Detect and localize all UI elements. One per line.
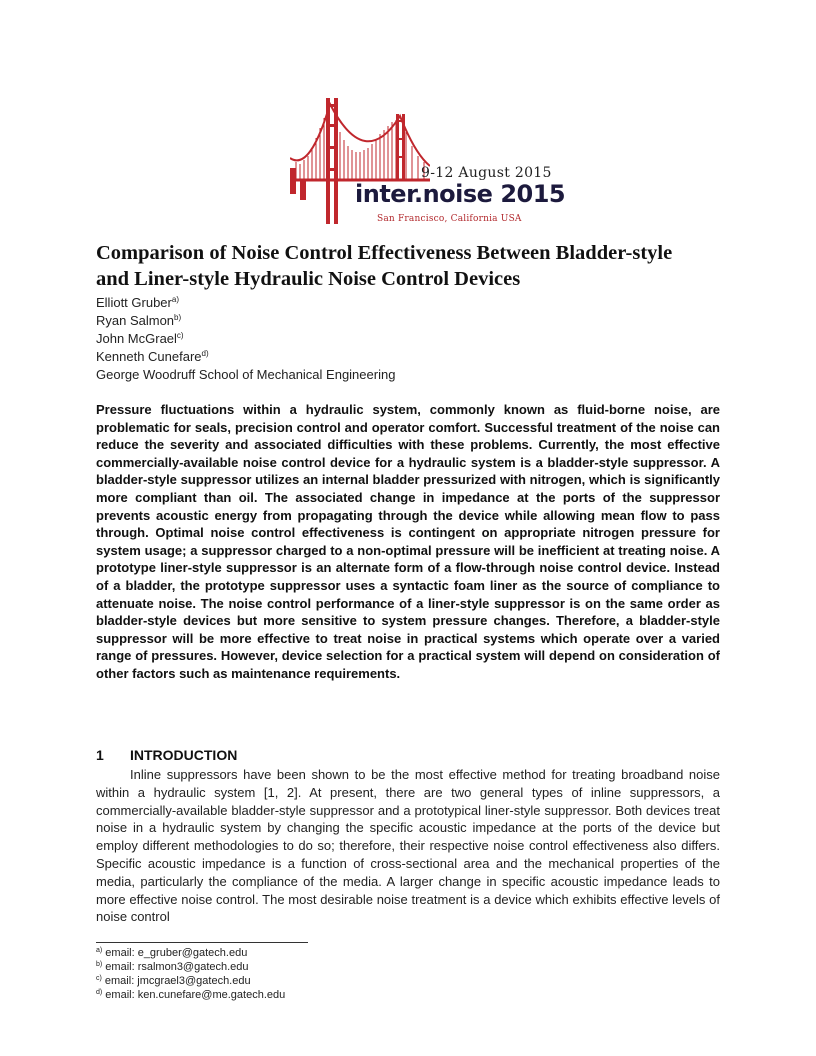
conference-name: inter.noise 2015 [355, 180, 566, 208]
introduction-paragraph: Inline suppressors have been shown to be the most effective method for treating broadband noise within a hydraulic system [1, 2]. At present, there are two general types of inline suppressors, a commercially-available bladder-style suppressor and a prototypical liner-style suppressor. Both devices treat noise in a hydraulic system by changing the specific acoustic impedance at the ports of the device but employ different methodologies to do so; therefore, their respective noise control effectiveness also differs. Specific acoustic impedance is a function of cross-sectional area and the mechanical properties of the media, particularly the compliance of the media. A larger change in specific acoustic impedance leads to more effective noise control. The most desirable noise treatment is a device which exhibits effective levels of noise control [96, 767, 720, 925]
author: Kenneth Cunefare$^{d)}$ [96, 349, 209, 364]
author: Ryan Salmon$^{b)}$ [96, 313, 182, 328]
conference-logo [290, 94, 580, 232]
section-number: 1 [96, 747, 104, 763]
footnote: $^{c)}$ email: jmcgrael3@gatech.edu [96, 975, 251, 987]
footnote: $^{b)}$ email: rsalmon3@gatech.edu [96, 961, 249, 973]
footnotes [96, 946, 285, 1002]
section-heading [96, 747, 237, 763]
footnote: $^{d)}$ email: ken.cunefare@me.gatech.edu [96, 989, 286, 1001]
conference-date: 9-12 August 2015 [421, 165, 552, 181]
title-line: Comparison of Noise Control Effectiveness Between Bladder-style [96, 242, 673, 264]
affiliation: George Woodruff School of Mechanical Engineering [96, 367, 396, 382]
author-list [96, 294, 395, 384]
conference-location: San Francisco, California USA [377, 214, 522, 224]
section-title: INTRODUCTION [130, 747, 238, 763]
paper-title [96, 240, 736, 292]
abstract: Pressure fluctuations within a hydraulic system, commonly known as fluid-borne noise, are problematic for seals, precision control and operator comfort. Successful treatment of the noise can reduce the severity and associated difficulties with these problems. Currently, the most effective commercially-available noise control device for a hydraulic system is a bladder-style suppressor. A bladder-style suppressor utilizes an internal bladder pressurized with nitrogen, which is significantly more compliant than oil. The associated change in impedance at the ports of the suppressor prevents acoustic energy from propagating through the device while allowing mean flow to pass through. Optimal noise control effectiveness is contingent on appropriate nitrogen pressure for system usage; a suppressor charged to a non-optimal pressure will be inefficient at treating noise. A prototype liner-style suppressor is an alternate form of a flow-through noise control device. Instead of a bladder, the prototype suppressor uses a syntactic foam liner as the source of compliance to attenuate noise. The noise control performance of a liner-style suppressor is on the same order as bladder-style devices but more sensitive to system pressure changes. Therefore, a bladder-style suppressor will be more effective to treat noise in practical systems which operate over a varied range of pressures. However, device selection for a practical system will depend on consideration of other factors such as maintenance requirements. [96, 402, 720, 681]
footnote-divider [96, 942, 308, 943]
title-line: and Liner-style Hydraulic Noise Control Devices [96, 268, 521, 290]
footnote: $^{a)}$ email: e_gruber@gatech.edu [96, 947, 248, 959]
author: Elliott Gruber$^{a)}$ [96, 295, 179, 310]
author: John McGrael$^{c)}$ [96, 331, 184, 346]
